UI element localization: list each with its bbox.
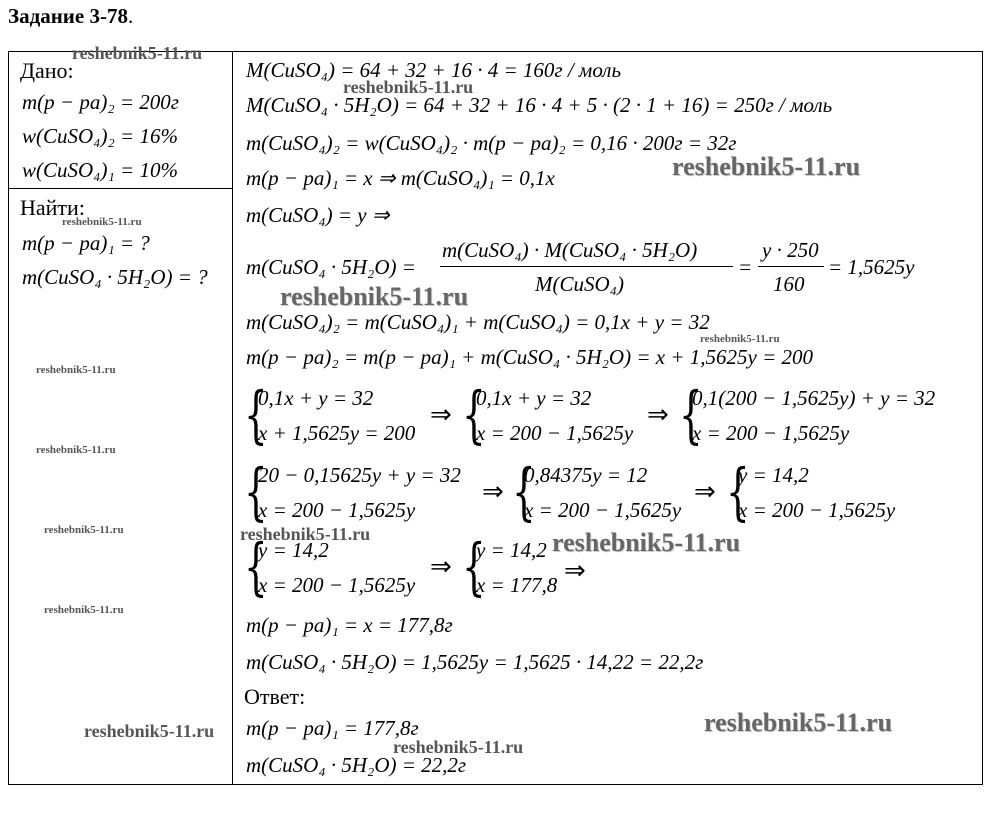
- system-line: y = 14,2: [738, 463, 809, 487]
- system-brace: {: [244, 455, 268, 528]
- find-heading: Найти:: [20, 195, 85, 220]
- implies-arrow: ⇒: [430, 400, 452, 430]
- solution-line: m(CuSO₄)₂ = m(CuSO₄)₁ + m(CuSO₄) = 0,1x + y = 32: [246, 310, 710, 334]
- watermark: reshebnik5-11.ru: [700, 333, 780, 345]
- equals-sign: =: [738, 255, 753, 279]
- given-line: w(CuSO₄)₁ = 10%: [22, 158, 178, 182]
- system-brace: {: [244, 378, 268, 451]
- watermark: reshebnik5-11.ru: [44, 604, 124, 616]
- task-title: Задание 3-78.: [8, 4, 134, 28]
- system-line: x = 177,8: [476, 573, 558, 597]
- system-line: x + 1,5625y = 200: [258, 421, 416, 445]
- watermark: reshebnik5-11.ru: [62, 216, 142, 228]
- system-line: 20 − 0,15625y + y = 32: [258, 463, 461, 487]
- fraction-bar: [758, 266, 824, 267]
- implies-arrow: ⇒: [647, 400, 669, 430]
- watermark: reshebnik5-11.ru: [36, 444, 116, 456]
- system-line: x = 200 − 1,5625y: [258, 573, 416, 597]
- watermark: reshebnik5-11.ru: [552, 528, 741, 557]
- watermark: reshebnik5-11.ru: [72, 43, 203, 63]
- solution-line: m(p − pa)₂ = m(p − pa)₁ + m(CuSO₄ · 5H₂O) = x + 1,5625y = 200: [246, 345, 813, 369]
- given-heading: Дано:: [20, 58, 74, 83]
- task-title-text: Задание 3-78: [8, 4, 128, 28]
- system-brace: {: [512, 455, 536, 528]
- system-line: 0,1x + y = 32: [258, 386, 374, 410]
- given-line: m(p − pa)₂ = 200г: [22, 90, 179, 114]
- answer-line: m(p − pa)₁ = 177,8г: [246, 716, 419, 740]
- watermark: reshebnik5-11.ru: [36, 364, 116, 376]
- find-line: m(CuSO₄ · 5H₂O) = ?: [22, 265, 208, 289]
- watermark: reshebnik5-11.ru: [240, 524, 371, 544]
- solution-line: m(CuSO₄) = y ⇒: [246, 203, 390, 227]
- system-line: x = 200 − 1,5625y: [258, 498, 416, 522]
- system-brace: {: [462, 530, 486, 603]
- solution-line: m(CuSO₄)₂ = w(CuSO₄)₂ · m(p − pa)₂ = 0,16 · 200г = 32г: [246, 131, 737, 155]
- fraction-numerator: m(CuSO₄) · M(CuSO₄ · 5H₂O): [442, 238, 698, 262]
- watermark: reshebnik5-11.ru: [343, 77, 474, 97]
- given-find-separator: [8, 188, 233, 189]
- fraction-denominator: M(CuSO₄): [535, 272, 624, 296]
- system-line: x = 200 − 1,5625y: [476, 421, 634, 445]
- system-line: 0,84375y = 12: [524, 463, 648, 487]
- fraction-denominator: 160: [773, 272, 805, 296]
- answer-line: m(CuSO₄ · 5H₂O) = 22,2г: [246, 753, 467, 777]
- implies-arrow: ⇒: [694, 477, 716, 507]
- system-line: x = 200 − 1,5625y: [738, 498, 896, 522]
- system-brace: {: [244, 530, 268, 603]
- system-line: x = 200 − 1,5625y: [692, 421, 850, 445]
- solution-line: m(p − pa)₁ = x = 177,8г: [246, 613, 453, 637]
- answer-heading: Ответ:: [244, 684, 306, 709]
- solution-line: m(CuSO₄ · 5H₂O) = 1,5625y = 1,5625 · 14,22 = 22,2г: [246, 650, 704, 674]
- system-brace: {: [726, 455, 750, 528]
- column-divider: [232, 51, 233, 785]
- fraction-numerator: y · 250: [762, 238, 819, 262]
- implies-arrow: ⇒: [564, 556, 586, 586]
- watermark: reshebnik5-11.ru: [672, 152, 861, 181]
- system-line: 0,1(200 − 1,5625y) + y = 32: [692, 386, 936, 410]
- given-line: w(CuSO₄)₂ = 16%: [22, 124, 178, 148]
- fraction-bar: [440, 266, 733, 267]
- implies-arrow: ⇒: [482, 477, 504, 507]
- system-line: 0,1x + y = 32: [476, 386, 592, 410]
- implies-arrow: ⇒: [430, 552, 452, 582]
- watermark: reshebnik5-11.ru: [280, 282, 469, 311]
- solution-line: m(CuSO₄ · 5H₂O) =: [246, 255, 416, 279]
- solution-line: = 1,5625y: [828, 255, 915, 279]
- watermark: reshebnik5-11.ru: [393, 737, 524, 757]
- find-line: m(p − pa)₁ = ?: [22, 231, 150, 255]
- system-line: y = 14,2: [476, 538, 547, 562]
- solution-line: M(CuSO₄) = 64 + 32 + 16 · 4 = 160г / моль: [246, 58, 622, 82]
- system-line: y = 14,2: [258, 538, 329, 562]
- system-brace: {: [679, 378, 703, 451]
- watermark: reshebnik5-11.ru: [44, 524, 124, 536]
- watermark: reshebnik5-11.ru: [704, 708, 893, 737]
- solution-line: M(CuSO₄ · 5H₂O) = 64 + 32 + 16 · 4 + 5 · (2 · 1 + 16) = 250г / моль: [246, 93, 833, 117]
- watermark: reshebnik5-11.ru: [84, 721, 215, 741]
- system-line: x = 200 − 1,5625y: [524, 498, 682, 522]
- system-brace: {: [462, 378, 486, 451]
- solution-line: m(p − pa)₁ = x ⇒ m(CuSO₄)₁ = 0,1x: [246, 166, 555, 190]
